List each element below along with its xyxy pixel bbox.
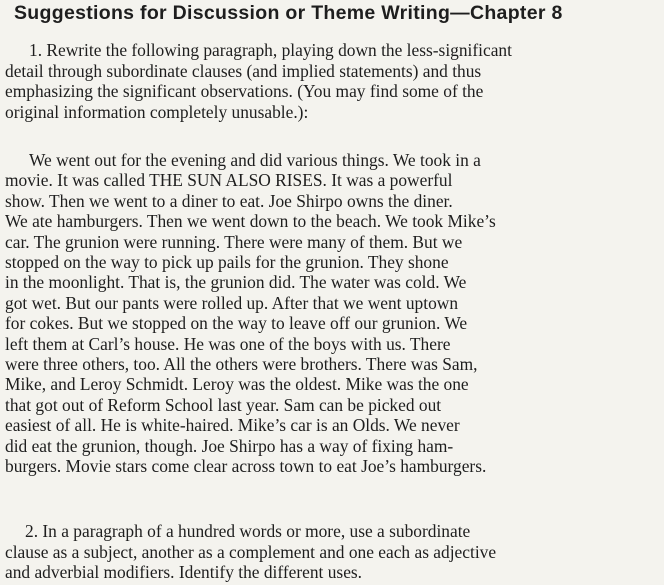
question-1-line: detail through subordinate clauses (and implied statements) and thus — [5, 60, 482, 81]
paragraph-line: burgers. Movie stars come clear across town to eat Joe’s hamburgers. — [5, 456, 487, 477]
paragraph-line: show. Then we went to a diner to eat. Joe Shirpo owns the diner. — [5, 190, 453, 211]
paragraph-line: easiest of all. He is white-haired. Mike’s car is an Olds. We never — [5, 415, 460, 436]
paragraph-line: did eat the grunion, though. Joe Shirpo has a way of fixing ham- — [5, 435, 454, 456]
question-1-line: emphasizing the significant observations. (You may find some of the — [5, 81, 484, 101]
paragraph-line: We went out for the evening and did various things. We took in a — [29, 150, 481, 170]
page-title: Suggestions for Discussion or Theme Writing—Chapter 8 — [14, 2, 563, 24]
example-paragraph — [5, 150, 656, 477]
question-2-line: and adverbial modifiers. Identify the different uses. — [5, 562, 363, 582]
paragraph-line: in the moonlight. That is, the grunion did. The water was cold. We — [5, 272, 467, 293]
paragraph-line: movie. It was called THE SUN ALSO RISES. It was a powerful — [5, 170, 453, 191]
paragraph-line: for cokes. But we stopped on the way to leave off our grunion. We — [5, 313, 468, 334]
paragraph-line: stopped on the way to pick up pails for the grunion. They shone — [5, 252, 449, 273]
paragraph-line: car. The grunion were running. There were many of them. But we — [5, 231, 463, 252]
question-1-line: original information completely unusable.): — [5, 101, 309, 122]
paragraph-line: left them at Carl’s house. He was one of the boys with us. There — [5, 333, 451, 354]
paragraph-line: We ate hamburgers. Then we went down to the beach. We took Mike’s — [5, 211, 496, 232]
paragraph-line: Mike, and Leroy Schmidt. Leroy was the oldest. Mike was the one — [5, 374, 469, 395]
paragraph-line: were three others, too. All the others were brothers. There was Sam, — [5, 354, 478, 375]
question-1-line: 1. Rewrite the following paragraph, playing down the less-significant — [29, 40, 512, 60]
question-1 — [5, 40, 656, 122]
paragraph-line: got wet. But our pants were rolled up. After that we went uptown — [5, 292, 459, 313]
paragraph-line: that got out of Reform School last year. Sam can be picked out — [5, 394, 442, 415]
question-2-line: clause as a subject, another as a complement and one each as adjective — [5, 541, 497, 562]
question-2 — [5, 521, 656, 583]
question-2-line: 2. In a paragraph of a hundred words or more, use a subordinate — [25, 521, 471, 541]
